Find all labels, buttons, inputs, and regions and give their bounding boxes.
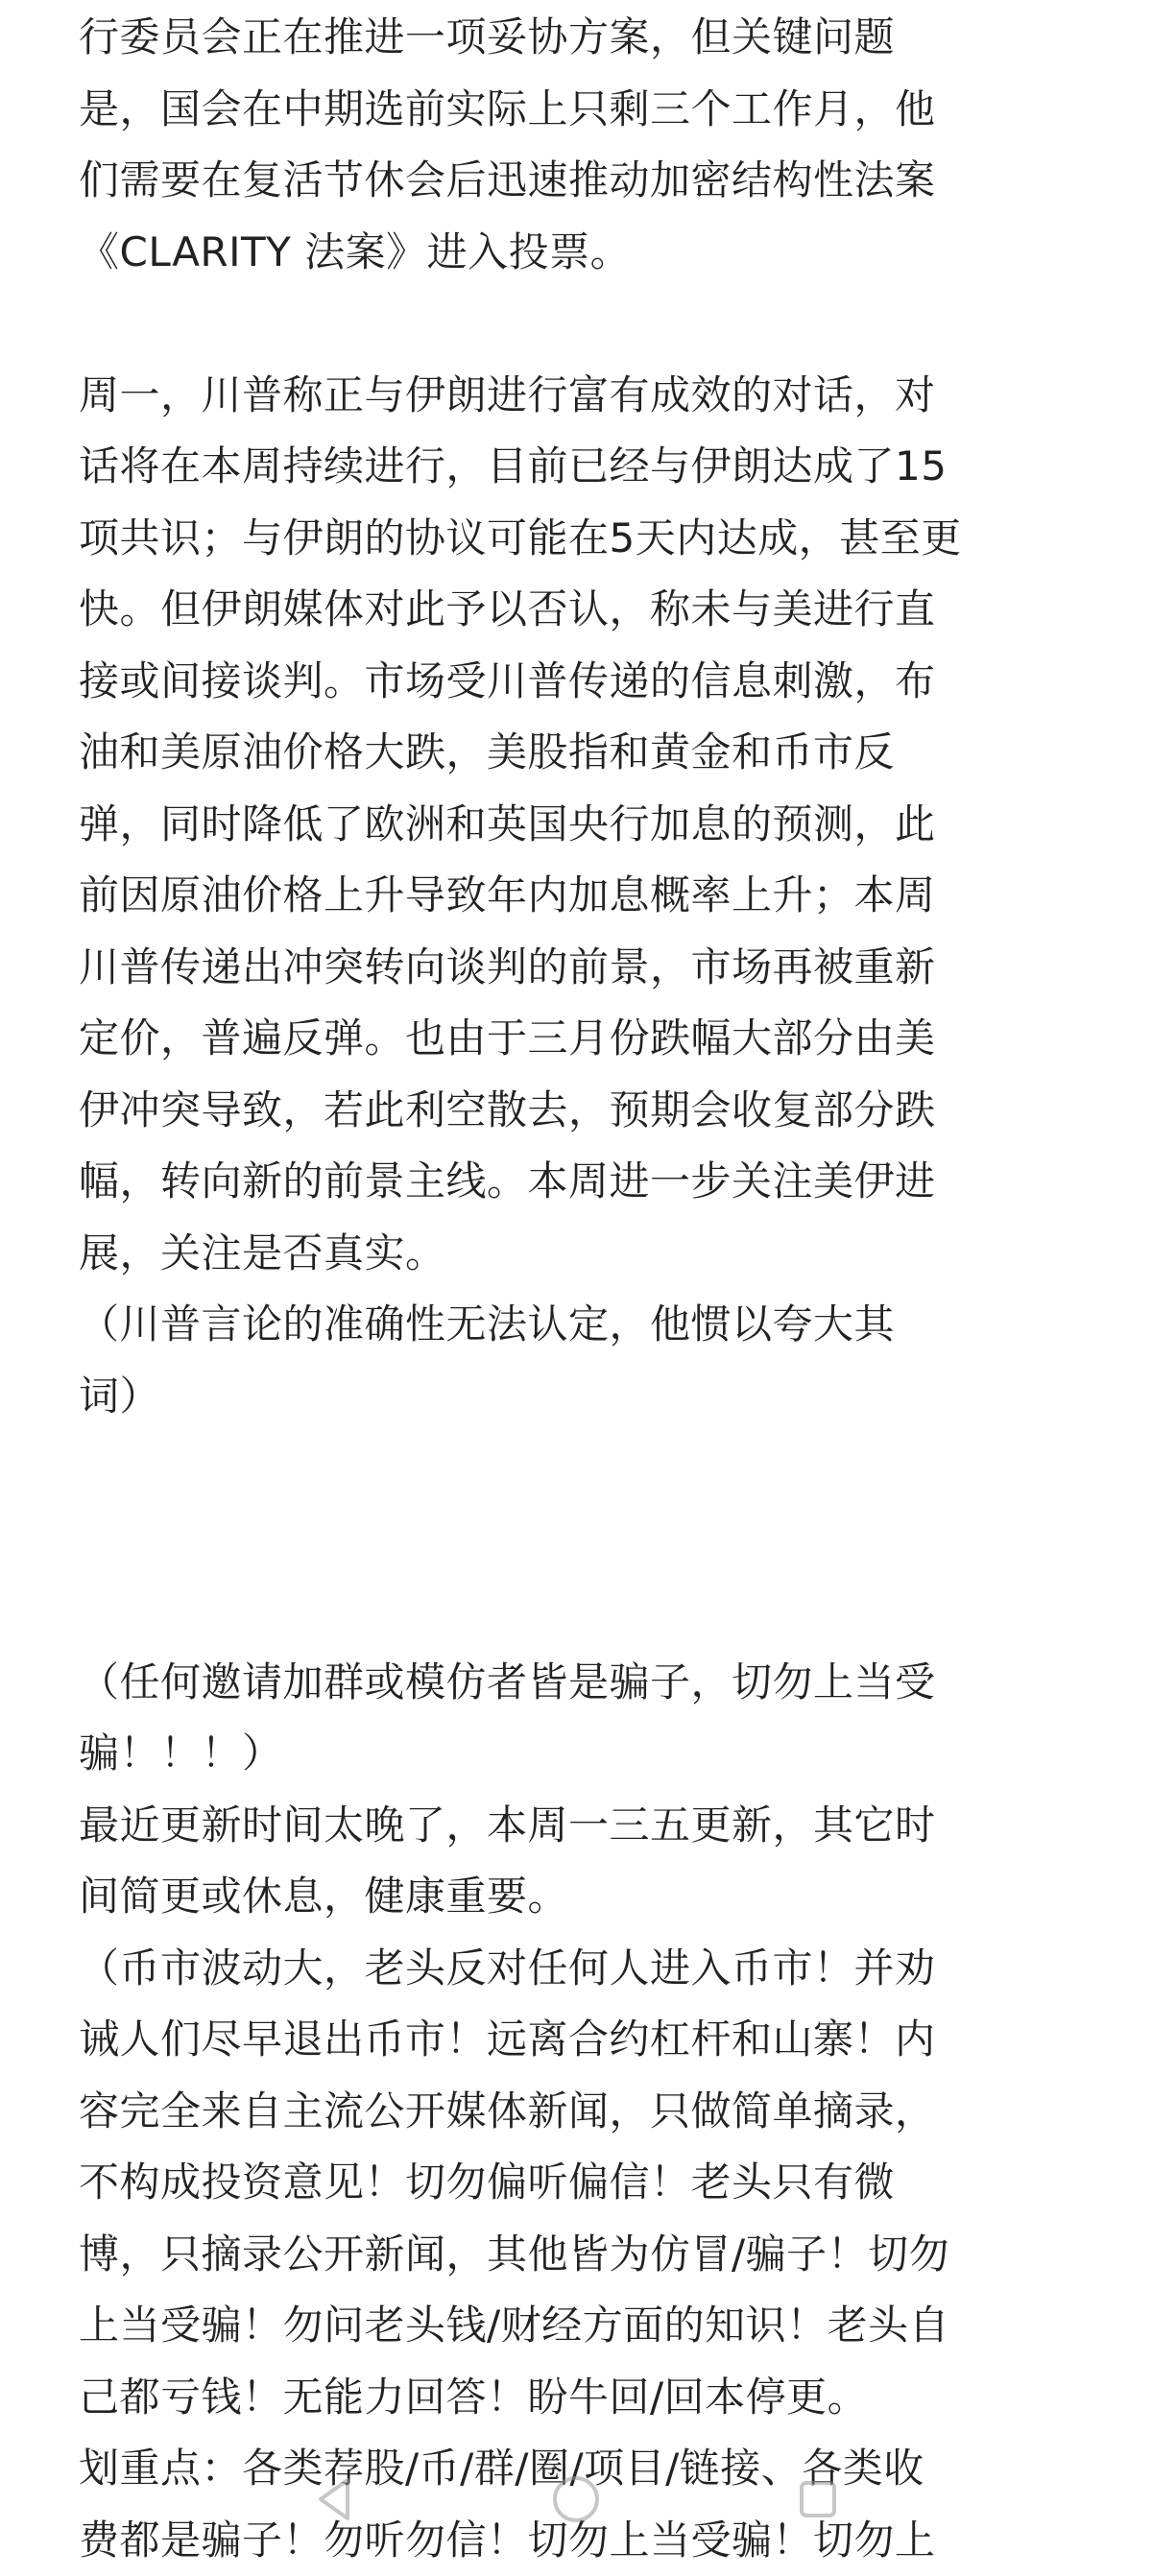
- text-line: 幅，转向新的前景主线。本周进一步关注美伊进: [79, 1146, 1096, 1218]
- text-line: 博，只摘录公开新闻，其他皆为仿冒/骗子！切勿: [79, 2219, 1096, 2291]
- paragraph-gap: [79, 288, 1096, 360]
- text-line: 上当受骗！勿问老头钱/财经方面的知识！老头自: [79, 2290, 1096, 2362]
- text-line: 展，关注是否真实。: [79, 1218, 1096, 1290]
- text-line: 最近更新时间太晚了，本周一三五更新，其它时: [79, 1790, 1096, 1862]
- text-line: 不构成投资意见！切勿偏听偏信！老头只有微: [79, 2147, 1096, 2219]
- text-line: 容完全来自主流公开媒体新闻，只做简单摘录，: [79, 2076, 1096, 2148]
- system-navigation-bar: [0, 2467, 1152, 2534]
- text-line: 行委员会正在推进一项妥协方案，但关键问题: [79, 2, 1096, 74]
- text-line: 划重点：各类荐股/币/群/圈/项目/链接、各类收: [79, 2433, 1096, 2505]
- text-line: （川普言论的准确性无法认定，他惯以夸大其: [79, 1289, 1096, 1361]
- text-line: 油和美原油价格大跌，美股指和黄金和币市反: [79, 717, 1096, 789]
- text-line: 是，国会在中期选前实际上只剩三个工作月，他: [79, 74, 1096, 146]
- text-line: 话将在本周持续进行，目前已经与伊朗达成了15: [79, 431, 1096, 503]
- back-button[interactable]: [305, 2470, 363, 2528]
- paragraph-3: [79, 1647, 1096, 2576]
- text-line: 弹，同时降低了欧洲和英国央行加息的预测，此: [79, 789, 1096, 861]
- paragraph-1: [79, 2, 1096, 288]
- recent-square-icon: [793, 2474, 843, 2524]
- text-line: 前因原油价格上升导致年内加息概率上升；本周: [79, 860, 1096, 932]
- text-line: 伊冲突导致，若此利空散去，预期会收复部分跌: [79, 1075, 1096, 1147]
- text-line: 定价，普遍反弹。也由于三月份跌幅大部分由美: [79, 1003, 1096, 1075]
- text-line: 诫人们尽早退出币市！远离合约杠杆和山寨！内: [79, 2004, 1096, 2076]
- home-button[interactable]: [547, 2470, 605, 2528]
- text-line: 快。但伊朗媒体对此予以否认，称未与美进行直: [79, 574, 1096, 646]
- text-line: 己都亏钱！无能力回答！盼牛回/回本停更。: [79, 2362, 1096, 2434]
- text-line: （币市波动大，老头反对任何人进入币市！并劝: [79, 1933, 1096, 2005]
- article-body: [79, 2, 1096, 2576]
- recent-apps-button[interactable]: [789, 2470, 847, 2528]
- home-circle-icon: [549, 2472, 603, 2526]
- text-line: 川普传递出冲突转向谈判的前景，市场再被重新: [79, 932, 1096, 1004]
- text-line: 《CLARITY 法案》进入投票。: [79, 217, 1096, 289]
- text-line: 们需要在复活节休会后迅速推动加密结构性法案: [79, 145, 1096, 217]
- paragraph-2: [79, 360, 1096, 1433]
- text-line: 项共识；与伊朗的协议可能在5天内达成，甚至更: [79, 503, 1096, 575]
- paragraph-gap-large: [79, 1432, 1096, 1647]
- back-triangle-icon: [309, 2474, 359, 2524]
- text-line: 间简更或休息，健康重要。: [79, 1861, 1096, 1933]
- text-line: 周一，川普称正与伊朗进行富有成效的对话，对: [79, 360, 1096, 432]
- text-line: 骗！！！）: [79, 1718, 1096, 1790]
- text-line: （任何邀请加群或模仿者皆是骗子，切勿上当受: [79, 1647, 1096, 1719]
- text-line: 词）: [79, 1361, 1096, 1433]
- text-line: 费都是骗子！勿听勿信！切勿上当受骗！切勿上: [79, 2505, 1096, 2576]
- text-line: 接或间接谈判。市场受川普传递的信息刺激，布: [79, 646, 1096, 718]
